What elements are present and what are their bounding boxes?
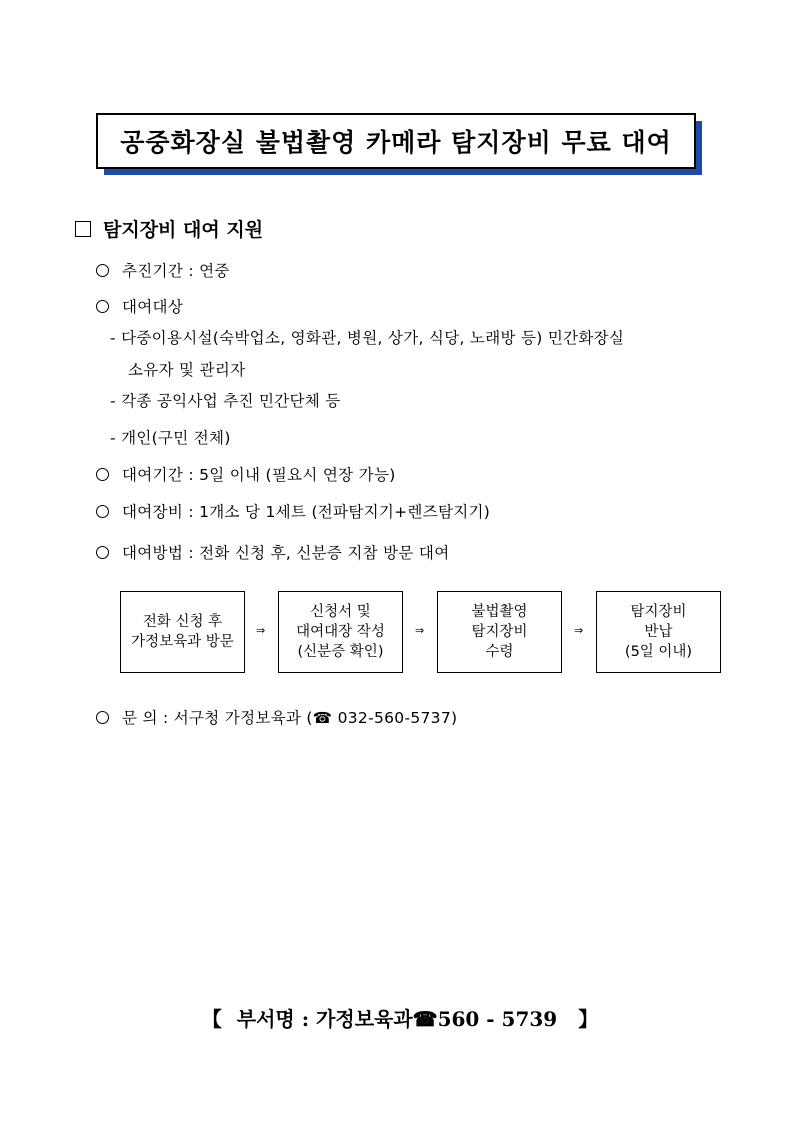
section-title: 탐지장비 대여 지원: [103, 219, 264, 241]
flow-step-4-line3: (5일 이내): [624, 644, 693, 660]
flow-step-3-line3: 수령: [485, 644, 514, 660]
item-rental-period: [96, 463, 396, 485]
circle-bullet-icon: [96, 264, 109, 277]
circle-bullet-icon: [96, 505, 109, 518]
flow-step-2: [278, 591, 403, 673]
section-heading: [75, 215, 263, 242]
circle-bullet-icon: [96, 711, 109, 724]
circle-bullet-icon: [96, 546, 109, 559]
inquiry-label: 문 의 : 서구청 가정보육과 (: [122, 709, 313, 727]
inquiry: [96, 706, 457, 728]
footer-text: 부서명 : 가정보육과: [236, 1007, 413, 1031]
flow-step-4-line1: 탐지장비: [630, 604, 687, 620]
flow-step-3-line2: 탐지장비: [471, 624, 528, 640]
flow-arrow-icon: ⇒: [415, 624, 425, 637]
target-sub-3: - 개인(구민 전체): [110, 429, 231, 447]
flow-step-1-line1: 전화 신청 후: [142, 614, 223, 630]
flow-arrow-icon: ⇒: [574, 624, 584, 637]
flow-step-1: [120, 591, 245, 673]
target-sub-1a: - 다중이용시설(숙박업소, 영화관, 병원, 상가, 식당, 노래방 등) 민간화장실: [110, 329, 625, 347]
item-period-text: 추진기간 : 연중: [122, 262, 230, 280]
footer-phone: 560 - 5739: [437, 1007, 558, 1031]
item-period: [96, 259, 230, 281]
target-sub-2: - 각종 공익사업 추진 민간단체 등: [110, 392, 341, 410]
square-bullet-icon: [75, 221, 91, 237]
circle-bullet-icon: [96, 300, 109, 313]
footer-bracket-close: 】: [578, 1007, 599, 1031]
flow-step-3: [437, 591, 562, 673]
item-equipment-text: 대여장비 : 1개소 당 1세트 (전파탐지기+렌즈탐지기): [122, 503, 491, 521]
item-method-text: 대여방법 : 전화 신청 후, 신분증 지참 방문 대여: [122, 544, 450, 562]
item-equipment: [96, 500, 490, 522]
footer-bracket-open: 【: [201, 1007, 222, 1031]
circle-bullet-icon: [96, 468, 109, 481]
flow-step-3-line1: 불법촬영: [471, 604, 528, 620]
flow-step-2-line2: 대여대장 작성: [296, 624, 385, 640]
title-box: [96, 113, 696, 169]
flow-step-2-line1: 신청서 및: [310, 604, 371, 620]
title-banner: [96, 113, 698, 169]
phone-icon: ☎: [412, 1007, 438, 1031]
footer-department: [0, 1003, 800, 1032]
item-target-text: 대여대상: [122, 298, 184, 316]
flow-step-1-line2: 가정보육과 방문: [131, 634, 234, 650]
item-target: [96, 295, 183, 317]
item-method: [96, 541, 449, 563]
flow-step-4-line2: 반납: [644, 624, 673, 640]
inquiry-phone: 032-560-5737): [332, 709, 458, 727]
target-sub-1b: 소유자 및 관리자: [128, 361, 246, 379]
phone-icon: ☎: [312, 709, 333, 727]
page-title: 공중화장실 불법촬영 카메라 탐지장비 무료 대여: [120, 128, 672, 157]
flow-arrow-icon: ⇒: [256, 624, 266, 637]
item-rental-period-text: 대여기간 : 5일 이내 (필요시 연장 가능): [122, 466, 396, 484]
flow-step-2-line3: (신분증 확인): [297, 644, 384, 660]
flow-step-4: [596, 591, 721, 673]
